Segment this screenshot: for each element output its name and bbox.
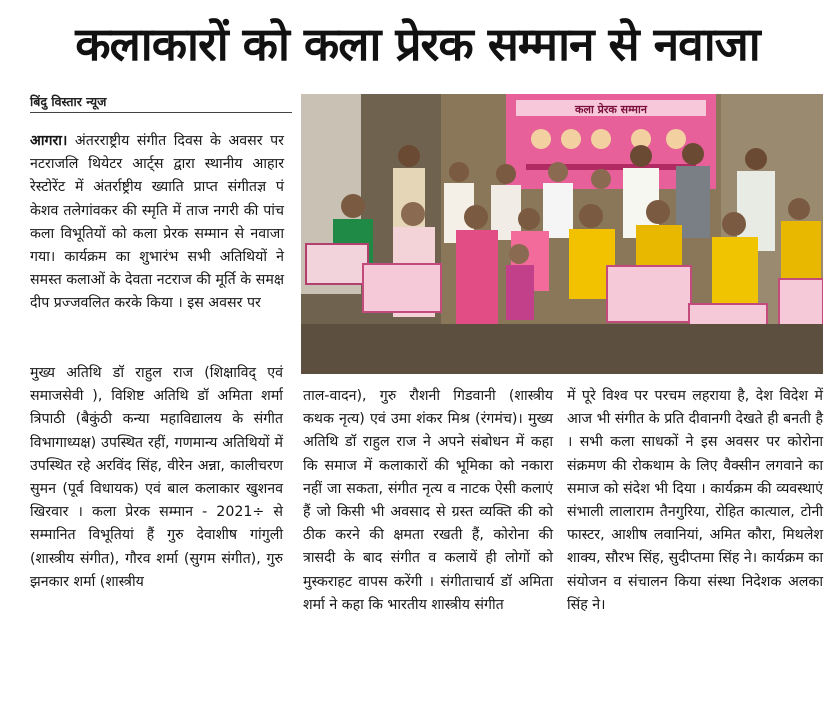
dateline: आगरा। xyxy=(30,133,68,149)
article-text: मुख्य अतिथि डॉ राहुल राज (शिक्षाविद् एवं समाजसेवी ), विशिष्ट अतिथि डॉ अमिता शर्मा त्रिपाठी (बैकुंठी कन्या महाविद्यालय के संगीत विभागाध्यक्ष) उपस्थित रहीं, गणमान्य अतिथियों में उपस्थित रहे अरविंद सिंह, वीरेन अन्ना, कालीचरण सुमन (पूर्व विधायक) एवं बाल कलाकार खुशनव खिरवार । कला प्रेरक सम्मान - 2021÷ से सम्मानित विभूतियां हैं गुरु देवाशीष गांगुली (शास्त्रीय संगीत), गौरव शर्मा (सुगम संगीत), गुरु झनकार शर्मा (शास्त्रीय xyxy=(30,365,283,590)
article-column-1 xyxy=(30,130,284,316)
article-text: में पूरे विश्व पर परचम लहराया है, देश विदेश में आज भी संगीत के प्रति दीवानगी देखते ही बनती है । सभी कला साधकों ने इस अवसर पर कोरोना संक्रमण की रोकथाम के लिए वैक्सीन लगवाने का समाज को संदेश भी दिया । कार्यक्रम की व्यवस्थाएं संभाली लालाराम तैनगुरिया, रोहित कात्याल, टोनी फास्टर, आशीष लवानियां, अमित कौरा, मिथलेश शाक्य, सौरभ सिंह, सुदीप्तमा सिंह ने। कार्यक्रम का संयोजन व संचालन किया संस्था निदेशक अलका सिंह ने। xyxy=(567,388,823,613)
banner-text: कला प्रेरक सम्मान xyxy=(575,103,647,116)
article-column-3 xyxy=(303,385,553,617)
headline: कलाकारों को कला प्रेरक सम्मान से नवाजा xyxy=(75,17,760,71)
byline: बिंदु विस्तार न्यूज xyxy=(30,92,292,113)
article-text: ताल-वादन), गुरु रौशनी गिडवानी (शास्त्रीय कथक नृत्य) एवं उमा शंकर मिश्र (रंगमंच)। मुख्य अतिथि डॉ राहुल राज ने अपने संबोधन में कहा कि समाज में कलाकारों की भूमिका को नकारा नहीं जा सकता, संगीत नृत्य व नाटक ऐसी कलाएं हैं जो किसी भी अवसाद से ग्रस्त व्यक्ति की को ठीक करने की क्षमता रखती हैं, कोरोना की त्रासदी के बाद संगीत व कलायें ही लोगों को मुस्कराहट वापस करेंगी । संगीताचार्य डॉ अमिता शर्मा ने कहा कि भारतीय शास्त्रीय संगीत xyxy=(303,388,553,613)
article-column-4 xyxy=(567,385,823,617)
article-text: अंतरराष्ट्रीय संगीत दिवस के अवसर पर नटराजलि थियेटर आर्ट्स द्वारा स्थानीय आहार रेस्टोरेंट में अंतर्राष्ट्रीय ख्याति प्राप्त संगीतज्ञ पं केशव तलेगांवकर की स्मृति में ताज नगरी की पांच कला विभूतियों को कला प्रेरक सम्मान से नवाजा गया। कार्यक्रम का शुभारंभ सभी अतिथियों ने समस्त कलाओं के देवता नटराज की मूर्ति के समक्ष दीप प्रज्जवलित करके किया । इस अवसर पर xyxy=(30,133,284,312)
news-photo xyxy=(301,94,823,374)
article-column-2 xyxy=(30,362,283,594)
